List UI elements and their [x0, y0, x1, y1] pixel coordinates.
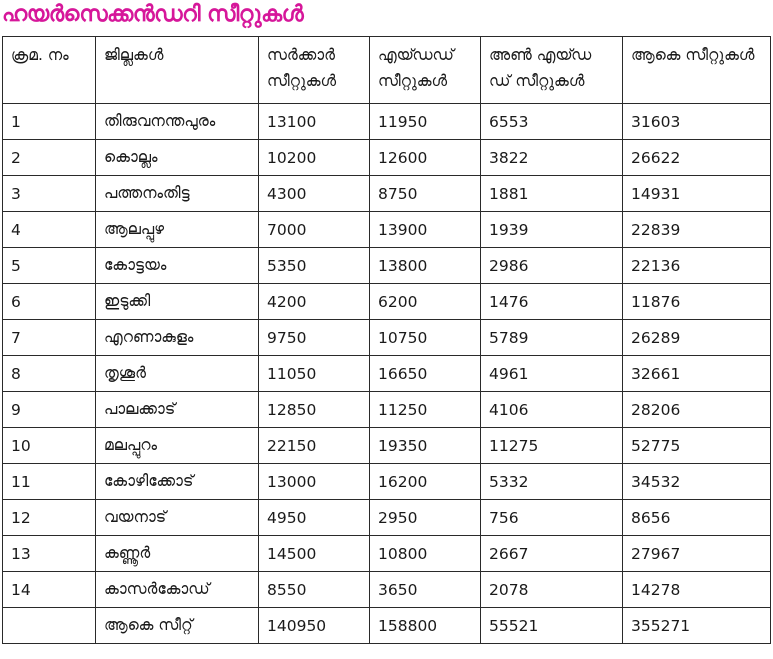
table-row: [3, 500, 771, 536]
district-cell: വയനാട്: [96, 500, 259, 536]
unaided-seats-cell: 5332: [481, 464, 623, 500]
district-cell: പാലക്കാട്: [96, 392, 259, 428]
serial-number-cell: 1: [3, 104, 96, 140]
header-district: ജില്ലകൾ: [96, 37, 259, 104]
government-seats-cell: 12850: [259, 392, 370, 428]
grand-total-cell: 355271: [623, 608, 771, 644]
district-cell: കോഴിക്കോട്: [96, 464, 259, 500]
district-cell: കാസർകോഡ്: [96, 572, 259, 608]
table-row: [3, 464, 771, 500]
table-row: [3, 428, 771, 464]
unaided-seats-cell: 4106: [481, 392, 623, 428]
government-seats-cell: 13100: [259, 104, 370, 140]
serial-number-cell: 10: [3, 428, 96, 464]
seats-table: [2, 36, 771, 644]
government-seats-cell: 22150: [259, 428, 370, 464]
aided-seats-cell: 8750: [370, 176, 481, 212]
government-seats-total-cell: 140950: [259, 608, 370, 644]
aided-seats-cell: 11950: [370, 104, 481, 140]
page-title: ഹയർസെക്കൻഡറി സീറ്റുകൾ: [2, 2, 304, 27]
aided-seats-cell: 10800: [370, 536, 481, 572]
table-row: [3, 356, 771, 392]
unaided-seats-cell: 4961: [481, 356, 623, 392]
table-row: [3, 536, 771, 572]
serial-number-cell: 6: [3, 284, 96, 320]
unaided-seats-cell: 6553: [481, 104, 623, 140]
government-seats-cell: 10200: [259, 140, 370, 176]
serial-number-cell: 7: [3, 320, 96, 356]
table-header-row: [3, 37, 771, 104]
total-row: [3, 608, 771, 644]
aided-seats-total-cell: 158800: [370, 608, 481, 644]
district-cell: കണ്ണൂർ: [96, 536, 259, 572]
total-seats-cell: 14278: [623, 572, 771, 608]
total-seats-cell: 52775: [623, 428, 771, 464]
aided-seats-cell: 19350: [370, 428, 481, 464]
district-cell: തിരുവനന്തപുരം: [96, 104, 259, 140]
unaided-seats-cell: 756: [481, 500, 623, 536]
government-seats-cell: 4950: [259, 500, 370, 536]
header-serial-number: ക്രമ. നം: [3, 37, 96, 104]
government-seats-cell: 7000: [259, 212, 370, 248]
total-seats-cell: 31603: [623, 104, 771, 140]
header-aided-seats: എയ്ഡഡ് സീറ്റുകൾ: [370, 37, 481, 104]
table-row: [3, 284, 771, 320]
district-cell: തൃശൂർ: [96, 356, 259, 392]
aided-seats-cell: 12600: [370, 140, 481, 176]
aided-seats-cell: 16200: [370, 464, 481, 500]
aided-seats-cell: 3650: [370, 572, 481, 608]
aided-seats-cell: 13900: [370, 212, 481, 248]
district-cell: മലപ്പുറം: [96, 428, 259, 464]
table-row: [3, 176, 771, 212]
government-seats-cell: 14500: [259, 536, 370, 572]
total-seats-cell: 14931: [623, 176, 771, 212]
government-seats-cell: 4300: [259, 176, 370, 212]
serial-number-cell: 11: [3, 464, 96, 500]
government-seats-cell: 9750: [259, 320, 370, 356]
table-row: [3, 248, 771, 284]
unaided-seats-cell: 1939: [481, 212, 623, 248]
unaided-seats-cell: 3822: [481, 140, 623, 176]
government-seats-cell: 13000: [259, 464, 370, 500]
serial-number-cell: 2: [3, 140, 96, 176]
total-seats-cell: 8656: [623, 500, 771, 536]
table-row: [3, 212, 771, 248]
total-seats-cell: 26622: [623, 140, 771, 176]
serial-number-cell: 9: [3, 392, 96, 428]
table-row: [3, 572, 771, 608]
government-seats-cell: 5350: [259, 248, 370, 284]
serial-number-cell: 12: [3, 500, 96, 536]
aided-seats-cell: 13800: [370, 248, 481, 284]
unaided-seats-cell: 2078: [481, 572, 623, 608]
total-seats-cell: 26289: [623, 320, 771, 356]
total-seats-cell: 11876: [623, 284, 771, 320]
serial-number-cell: [3, 608, 96, 644]
table-row: [3, 140, 771, 176]
total-seats-cell: 32661: [623, 356, 771, 392]
unaided-seats-cell: 5789: [481, 320, 623, 356]
header-unaided-seats: അൺ എയ്ഡ ഡ് സീറ്റുകൾ: [481, 37, 623, 104]
district-cell: കോട്ടയം: [96, 248, 259, 284]
table-row: [3, 320, 771, 356]
aided-seats-cell: 6200: [370, 284, 481, 320]
unaided-seats-cell: 11275: [481, 428, 623, 464]
district-cell: എറണാകുളം: [96, 320, 259, 356]
total-seats-cell: 34532: [623, 464, 771, 500]
aided-seats-cell: 11250: [370, 392, 481, 428]
total-seats-cell: 28206: [623, 392, 771, 428]
district-cell: ഇടുക്കി: [96, 284, 259, 320]
header-government-seats: സർക്കാർ സീറ്റുകൾ: [259, 37, 370, 104]
unaided-seats-cell: 1476: [481, 284, 623, 320]
total-seats-cell: 27967: [623, 536, 771, 572]
aided-seats-cell: 2950: [370, 500, 481, 536]
table-row: [3, 392, 771, 428]
unaided-seats-total-cell: 55521: [481, 608, 623, 644]
total-label-cell: ആകെ സീറ്റ്: [96, 608, 259, 644]
unaided-seats-cell: 1881: [481, 176, 623, 212]
unaided-seats-cell: 2667: [481, 536, 623, 572]
serial-number-cell: 4: [3, 212, 96, 248]
government-seats-cell: 4200: [259, 284, 370, 320]
serial-number-cell: 8: [3, 356, 96, 392]
district-cell: പത്തനംതിട്ട: [96, 176, 259, 212]
table-row: [3, 104, 771, 140]
aided-seats-cell: 16650: [370, 356, 481, 392]
government-seats-cell: 8550: [259, 572, 370, 608]
district-cell: ആലപ്പുഴ: [96, 212, 259, 248]
serial-number-cell: 5: [3, 248, 96, 284]
total-seats-cell: 22136: [623, 248, 771, 284]
serial-number-cell: 13: [3, 536, 96, 572]
unaided-seats-cell: 2986: [481, 248, 623, 284]
serial-number-cell: 14: [3, 572, 96, 608]
district-cell: കൊല്ലം: [96, 140, 259, 176]
total-seats-cell: 22839: [623, 212, 771, 248]
aided-seats-cell: 10750: [370, 320, 481, 356]
government-seats-cell: 11050: [259, 356, 370, 392]
header-total-seats: ആകെ സീറ്റുകൾ: [623, 37, 771, 104]
serial-number-cell: 3: [3, 176, 96, 212]
